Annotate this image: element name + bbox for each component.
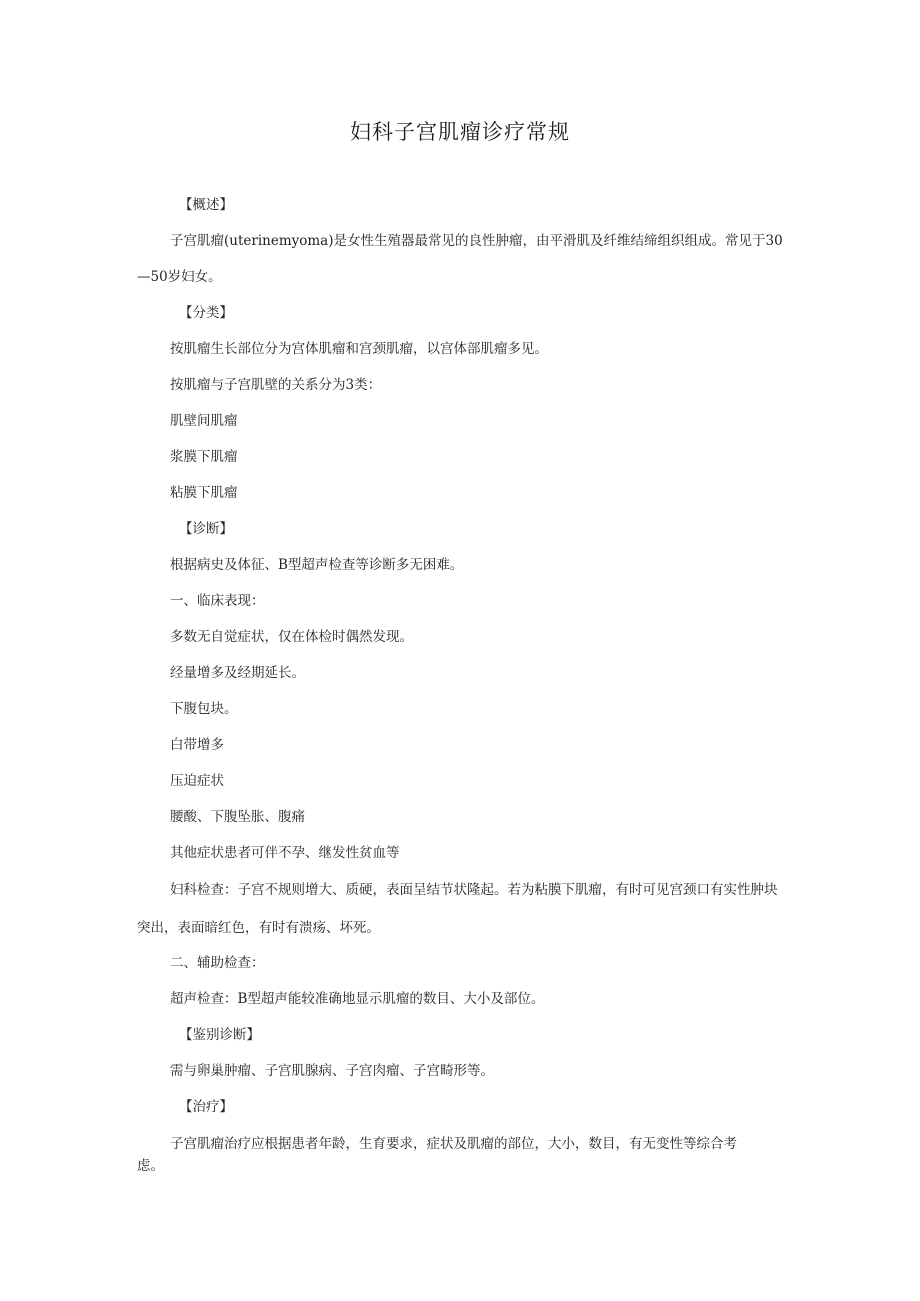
paragraph-differential: 需与卵巢肿瘤、子宫肌腺病、子宫肉瘤、子宫畸形等。 [170, 1063, 494, 1079]
list-item: 其他症状患者可伴不孕、继发性贫血等 [170, 845, 400, 861]
list-item: 粘膜下肌瘤 [170, 485, 238, 501]
subheading-auxiliary: 二、辅助检查： [170, 955, 265, 971]
paragraph-treatment: 子宫肌瘤治疗应根据患者年龄，生育要求，症状及肌瘤的部位，大小，数目，有无变性等综合考虑。 [137, 1136, 737, 1174]
document-title: 妇科子宫肌瘤诊疗常规 [350, 120, 570, 144]
paragraph-diagnosis: 根据病史及体征、B型超声检查等诊断多无困难。 [170, 557, 464, 573]
list-item: 压迫症状 [170, 773, 224, 789]
section-heading-classification: 【分类】 [179, 305, 233, 321]
subheading-clinical: 一、临床表现： [170, 593, 265, 609]
section-heading-diagnosis: 【诊断】 [179, 521, 233, 537]
list-item: 下腹包块。 [170, 701, 238, 717]
list-item: 腰酸、下腹坠胀、腹痛 [170, 809, 305, 825]
paragraph-overview: 子宫肌瘤(uterinemyoma)是女性生殖器最常见的良性肿瘤，由平滑肌及纤维结缔组织组成。常见于30—50岁妇女。 [137, 233, 783, 285]
section-heading-treatment: 【治疗】 [179, 1099, 233, 1115]
list-item: 经量增多及经期延长。 [170, 665, 305, 681]
list-item: 浆膜下肌瘤 [170, 449, 238, 465]
paragraph-classification-location: 按肌瘤生长部位分为宫体肌瘤和宫颈肌瘤，以宫体部肌瘤多见。 [170, 341, 548, 357]
list-item: 多数无自觉症状，仅在体检时偶然发现。 [170, 629, 413, 645]
section-heading-overview: 【概述】 [179, 197, 233, 213]
list-item: 白带增多 [170, 737, 224, 753]
list-item: 肌壁间肌瘤 [170, 413, 238, 429]
section-heading-differential: 【鉴别诊断】 [179, 1027, 260, 1043]
document-body [137, 195, 787, 1177]
paragraph-classification-relation: 按肌瘤与子宫肌壁的关系分为3类： [170, 377, 382, 393]
paragraph-gyn-exam: 妇科检查：子宫不规则增大、质硬，表面呈结节状隆起。若为粘膜下肌瘤，有时可见宫颈口有实性肿块突出，表面暗红色，有时有溃疡、坏死。 [137, 882, 778, 936]
paragraph-ultrasound: 超声检查：B型超声能较准确地显示肌瘤的数目、大小及部位。 [170, 991, 545, 1007]
